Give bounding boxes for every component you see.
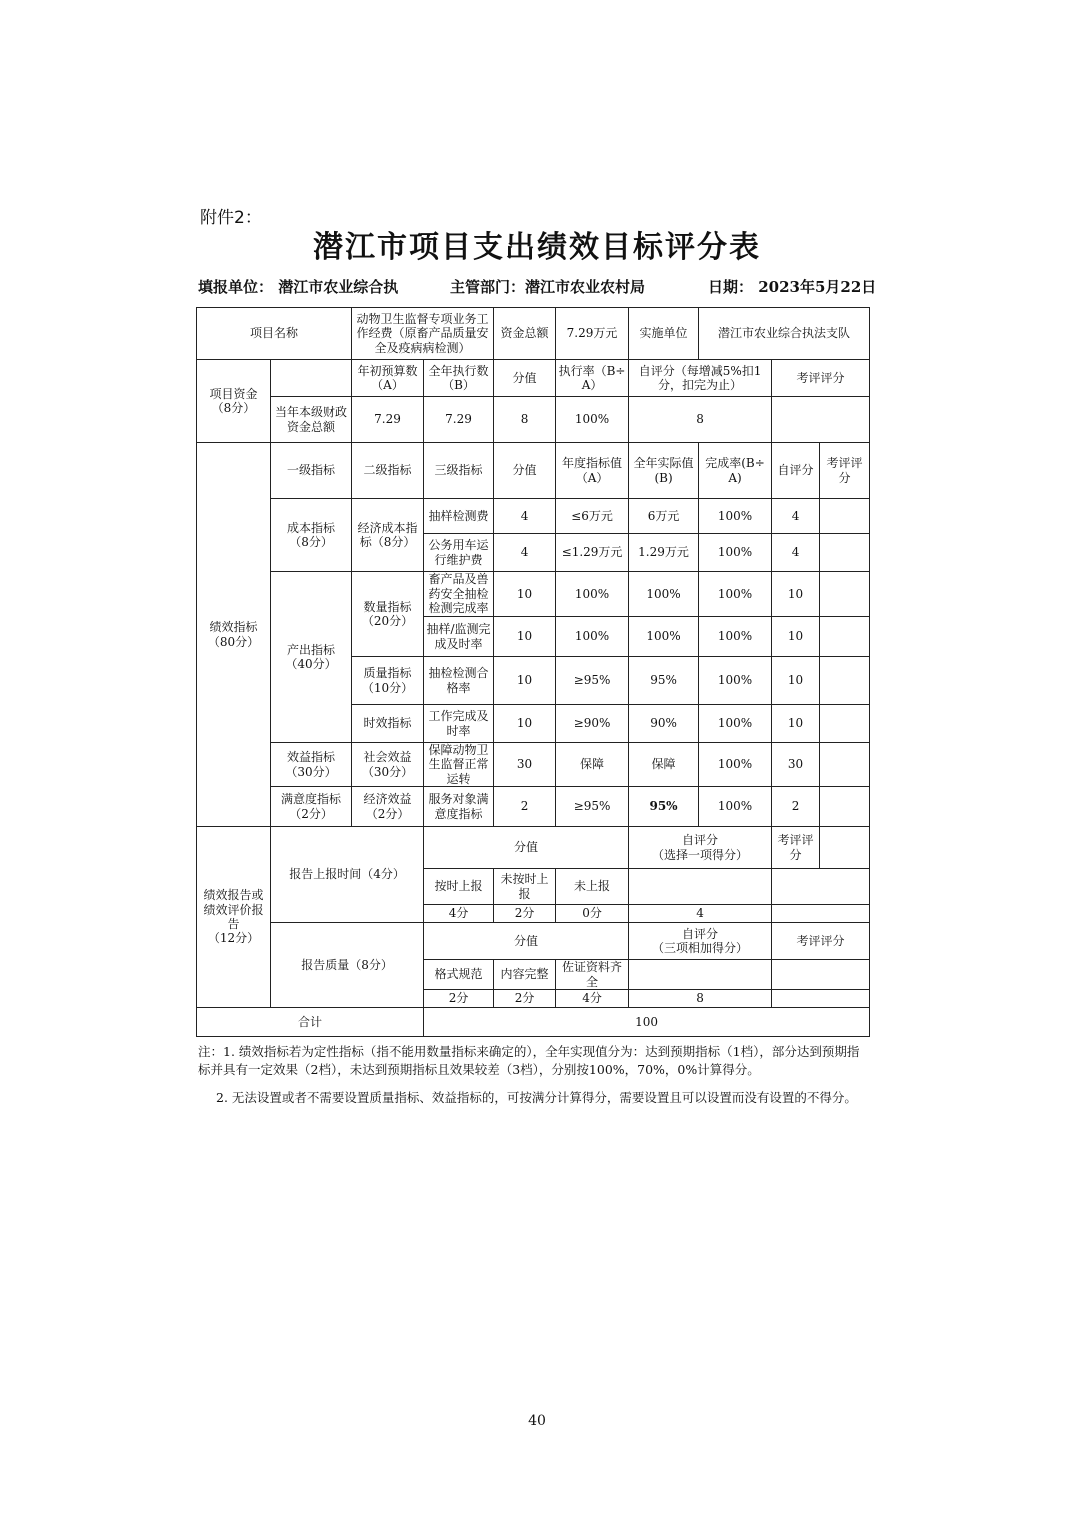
funds-value: 8 xyxy=(629,397,772,443)
ind-self-score: 4 xyxy=(772,499,820,534)
report-time-option: 按时上报 xyxy=(424,869,494,905)
ind-self-score: 10 xyxy=(772,657,820,705)
ind-target: ≥90% xyxy=(556,705,629,743)
project-name-value: 动物卫生监督专项业务工作经费（原畜产品质量安全及疫病病检测） xyxy=(352,308,494,360)
page-number: 40 xyxy=(528,1413,546,1429)
indicator-row xyxy=(197,787,870,827)
ind-rate: 100% xyxy=(699,743,772,787)
l3-indicator: 抽检检测合格率 xyxy=(424,657,494,705)
ind-header: 年度指标值（A） xyxy=(556,443,629,499)
ind-header: 全年实际值(B) xyxy=(629,443,699,499)
empty-cell xyxy=(772,869,870,905)
funds-value xyxy=(772,397,870,443)
total-row xyxy=(197,1007,870,1036)
report-quality-option: 佐证资料齐全 xyxy=(556,960,629,990)
l2-economic: 经济效益 （2分） xyxy=(352,787,424,827)
ind-rate: 100% xyxy=(699,705,772,743)
ind-header: 三级指标 xyxy=(424,443,494,499)
report-time-self-score-label: 自评分 （选择一项得分） xyxy=(629,827,772,869)
report-label: 绩效报告或绩效评价报告 （12分） xyxy=(197,827,271,1008)
empty-cell xyxy=(772,905,870,923)
report-time-label: 报告上报时间（4分） xyxy=(271,827,424,923)
l3-indicator: 保障动物卫生监督正常运转 xyxy=(424,743,494,787)
empty-cell xyxy=(629,960,772,990)
report-quality-score: 4分 xyxy=(556,989,629,1007)
report-quality-option: 格式规范 xyxy=(424,960,494,990)
ind-score: 10 xyxy=(494,617,556,657)
ind-header: 一级指标 xyxy=(271,443,352,499)
ind-score: 2 xyxy=(494,787,556,827)
l2-social: 社会效益 （30分） xyxy=(352,743,424,787)
ind-review-score xyxy=(820,657,870,705)
report-quality-self-score: 8 xyxy=(629,989,772,1007)
l2-quality: 质量指标 （10分） xyxy=(352,657,424,705)
report-time-option: 未按时上报 xyxy=(494,869,556,905)
empty-cell xyxy=(271,360,352,397)
report-quality-label: 报告质量（8分） xyxy=(271,923,424,1008)
funds-value: 8 xyxy=(494,397,556,443)
empty-cell xyxy=(772,960,870,990)
score-table xyxy=(196,307,870,1037)
funds-header: 自评分（每增减5%扣1分，扣完为止） xyxy=(629,360,772,397)
ind-header: 自评分 xyxy=(772,443,820,499)
ind-score: 10 xyxy=(494,657,556,705)
report-quality-score-label: 分值 xyxy=(424,923,629,960)
report-time-self-score: 4 xyxy=(629,905,772,923)
impl-unit-value: 潜江市农业综合执法支队 xyxy=(699,308,870,360)
funds-header: 全年执行数（B） xyxy=(424,360,494,397)
l3-indicator: 工作完成及时率 xyxy=(424,705,494,743)
ind-rate: 100% xyxy=(699,617,772,657)
l1-cost: 成本指标 （8分） xyxy=(271,499,352,572)
note-1: 注：1. 绩效指标若为定性指标（指不能用数量指标来确定的），全年实现值分为：达到预期指标（1档），部分达到预期指标并具有一定效果（2档），未达到预期指标且效果较差（3档），分别按100%，70%，0%计算得分。 xyxy=(198,1044,860,1077)
project-row xyxy=(197,308,870,360)
ind-rate: 100% xyxy=(699,657,772,705)
funds-value: 7.29 xyxy=(352,397,424,443)
report-time-review-label: 考评评分 xyxy=(772,827,820,869)
l2-quantity: 数量指标 （20分） xyxy=(352,572,424,657)
ind-review-score xyxy=(820,705,870,743)
ind-header: 二级指标 xyxy=(352,443,424,499)
ind-header: 考评评分 xyxy=(820,443,870,499)
supervising-dept: 主管部门：潜江市农业农村局 xyxy=(450,278,646,296)
empty-cell xyxy=(772,989,870,1007)
report-quality-score: 2分 xyxy=(494,989,556,1007)
indicators-label: 绩效指标 （80分） xyxy=(197,443,271,827)
report-quality-header-row xyxy=(197,923,870,960)
ind-rate: 100% xyxy=(699,499,772,534)
ind-score: 10 xyxy=(494,572,556,617)
report-time-score: 0分 xyxy=(556,905,629,923)
empty-cell xyxy=(820,827,870,869)
funds-value: 100% xyxy=(556,397,629,443)
ind-target: 100% xyxy=(556,572,629,617)
funds-value: 7.29 xyxy=(424,397,494,443)
l1-output: 产出指标 （40分） xyxy=(271,572,352,743)
ind-actual: 1.29万元 xyxy=(629,534,699,572)
report-quality-option: 内容完整 xyxy=(494,960,556,990)
funds-header: 考评评分 xyxy=(772,360,870,397)
total-value: 100 xyxy=(424,1007,870,1036)
ind-review-score xyxy=(820,743,870,787)
ind-target: ≥95% xyxy=(556,787,629,827)
l3-indicator: 抽样检测费 xyxy=(424,499,494,534)
ind-rate: 100% xyxy=(699,787,772,827)
funds-header: 年初预算数（A） xyxy=(352,360,424,397)
indicator-row xyxy=(197,743,870,787)
fund-total-value: 7.29万元 xyxy=(556,308,629,360)
report-quality-score: 2分 xyxy=(424,989,494,1007)
ind-actual: 6万元 xyxy=(629,499,699,534)
funds-header-row xyxy=(197,360,870,397)
ind-score: 10 xyxy=(494,705,556,743)
ind-review-score xyxy=(820,617,870,657)
ind-header: 分值 xyxy=(494,443,556,499)
annex-label: 附件2： xyxy=(200,208,262,228)
ind-target: 保障 xyxy=(556,743,629,787)
ind-score: 4 xyxy=(494,534,556,572)
ind-target: ≤6万元 xyxy=(556,499,629,534)
ind-self-score: 30 xyxy=(772,743,820,787)
l2-timeliness: 时效指标 xyxy=(352,705,424,743)
report-quality-review-label: 考评评分 xyxy=(772,923,870,960)
ind-self-score: 10 xyxy=(772,705,820,743)
ind-header: 完成率(B÷A) xyxy=(699,443,772,499)
notes xyxy=(198,1043,864,1107)
indicator-row xyxy=(197,499,870,534)
l2-cost: 经济成本指标（8分） xyxy=(352,499,424,572)
ind-self-score: 10 xyxy=(772,572,820,617)
ind-actual: 95% xyxy=(629,787,699,827)
empty-cell xyxy=(629,869,772,905)
l3-indicator: 服务对象满意度指标 xyxy=(424,787,494,827)
ind-score: 4 xyxy=(494,499,556,534)
l3-indicator: 公务用车运行维护费 xyxy=(424,534,494,572)
ind-target: 100% xyxy=(556,617,629,657)
l3-indicator: 抽样/监测完成及时率 xyxy=(424,617,494,657)
project-name-label: 项目名称 xyxy=(197,308,352,360)
ind-actual: 保障 xyxy=(629,743,699,787)
funds-label: 项目资金 （8分） xyxy=(197,360,271,443)
report-time-score: 2分 xyxy=(494,905,556,923)
impl-unit-label: 实施单位 xyxy=(629,308,699,360)
ind-target: ≥95% xyxy=(556,657,629,705)
report-time-header-row xyxy=(197,827,870,869)
l3-indicator: 畜产品及兽药安全抽检检测完成率 xyxy=(424,572,494,617)
ind-self-score: 4 xyxy=(772,534,820,572)
ind-actual: 100% xyxy=(629,572,699,617)
report-time-option: 未上报 xyxy=(556,869,629,905)
funds-row-label: 当年本级财政资金总额 xyxy=(271,397,352,443)
ind-self-score: 2 xyxy=(772,787,820,827)
funds-value-row xyxy=(197,397,870,443)
total-label: 合计 xyxy=(197,1007,424,1036)
l1-satisfaction: 满意度指标 （2分） xyxy=(271,787,352,827)
ind-review-score xyxy=(820,787,870,827)
reporting-unit: 填报单位： 潜江市农业综合执 xyxy=(198,278,399,296)
note-2: 2. 无法设置或者不需要设置质量指标、效益指标的，可按满分计算得分，需要设置且可以设置而没有设置的不得分。 xyxy=(216,1090,857,1105)
report-quality-self-score-label: 自评分 （三项相加得分） xyxy=(629,923,772,960)
ind-self-score: 10 xyxy=(772,617,820,657)
ind-actual: 90% xyxy=(629,705,699,743)
indicator-row xyxy=(197,572,870,617)
ind-review-score xyxy=(820,499,870,534)
fund-total-label: 资金总额 xyxy=(494,308,556,360)
indicators-header-row xyxy=(197,443,870,499)
page-title: 潜江市项目支出绩效目标评分表 xyxy=(313,230,761,265)
funds-header: 分值 xyxy=(494,360,556,397)
ind-review-score xyxy=(820,572,870,617)
ind-actual: 95% xyxy=(629,657,699,705)
ind-target: ≤1.29万元 xyxy=(556,534,629,572)
l1-benefit: 效益指标 （30分） xyxy=(271,743,352,787)
report-time-score-label: 分值 xyxy=(424,827,629,869)
ind-rate: 100% xyxy=(699,572,772,617)
report-date: 日期： 2023年5月22日 xyxy=(708,278,877,296)
ind-actual: 100% xyxy=(629,617,699,657)
ind-rate: 100% xyxy=(699,534,772,572)
ind-score: 30 xyxy=(494,743,556,787)
report-time-score: 4分 xyxy=(424,905,494,923)
ind-review-score xyxy=(820,534,870,572)
funds-header: 执行率（B÷A） xyxy=(556,360,629,397)
